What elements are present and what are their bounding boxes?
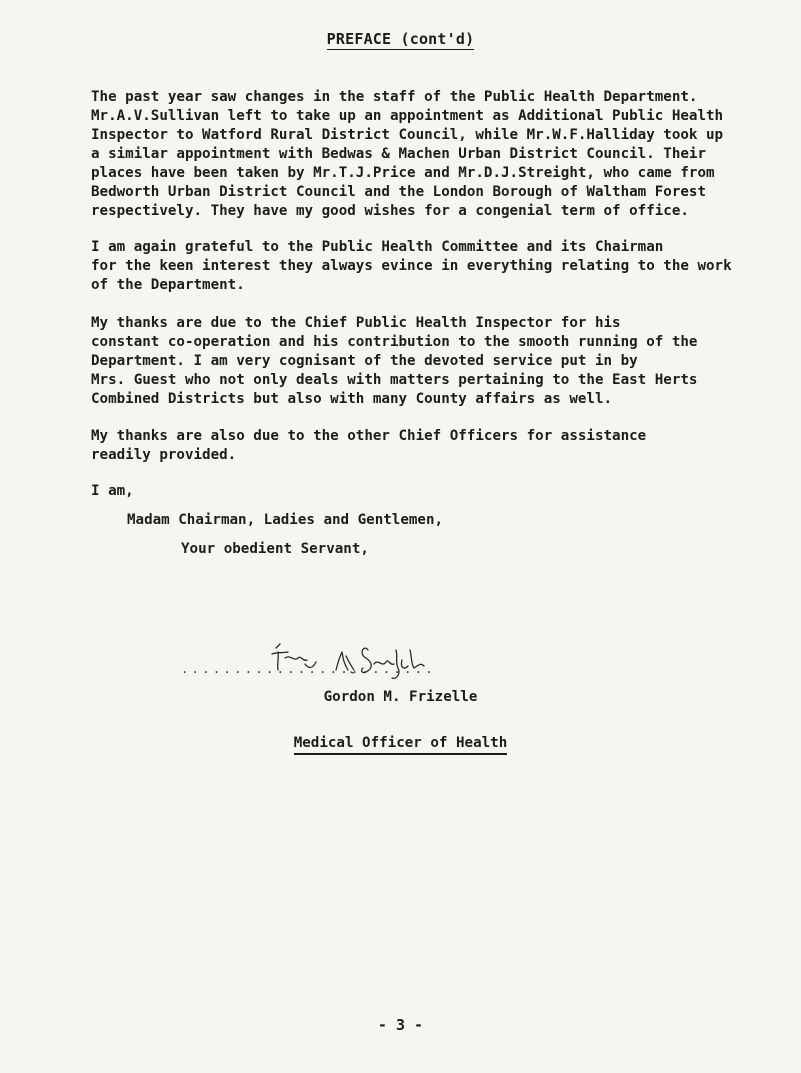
signatory-name: Gordon M. Frizelle	[323, 689, 478, 705]
closing-i-am: I am,	[91, 483, 134, 499]
closing-sign-off: Your obedient Servant,	[181, 541, 369, 557]
closing-salutation: Madam Chairman, Ladies and Gentlemen,	[127, 512, 444, 528]
page-number: - 3 -	[377, 1016, 424, 1034]
handwritten-signature	[268, 640, 438, 688]
signature-dotted-line: ........................	[181, 662, 436, 676]
paragraph-officers-thanks: My thanks are also due to the other Chief Officers for assistance readily provided.	[91, 428, 647, 463]
paragraph-staff-changes: The past year saw changes in the staff of the Public Health Department. Mr.A.V.Sullivan left to take up an appointment as Additional Public Health Inspector to Watford Rural District Council, while Mr.W.F.Halliday took up a similar appointment with Bedwas & Machen Urban District Council. Their places have been taken by Mr.T.J.Price and Mr.D.J.Streight, who came from Bedworth Urban District Council and the London Borough of Waltham Forest respectively. They have my good wishes for a congenial term of office.	[91, 89, 724, 219]
signatory-title: Medical Officer of Health	[0, 735, 801, 751]
page-heading: PREFACE (cont'd)	[326, 30, 475, 48]
paragraph-committee-thanks: I am again grateful to the Public Health Committee and its Chairman for the keen interest they always evince in everything relating to the work of the Department.	[91, 239, 732, 293]
paragraph-inspector-thanks: My thanks are due to the Chief Public Health Inspector for his constant co-operation and his contribution to the smooth running of the Department. I am very cognisant of the devoted service put in by Mrs. Guest who not only deals with matters pertaining to the East Herts Combined Districts but also with many County affairs as well.	[91, 315, 698, 407]
